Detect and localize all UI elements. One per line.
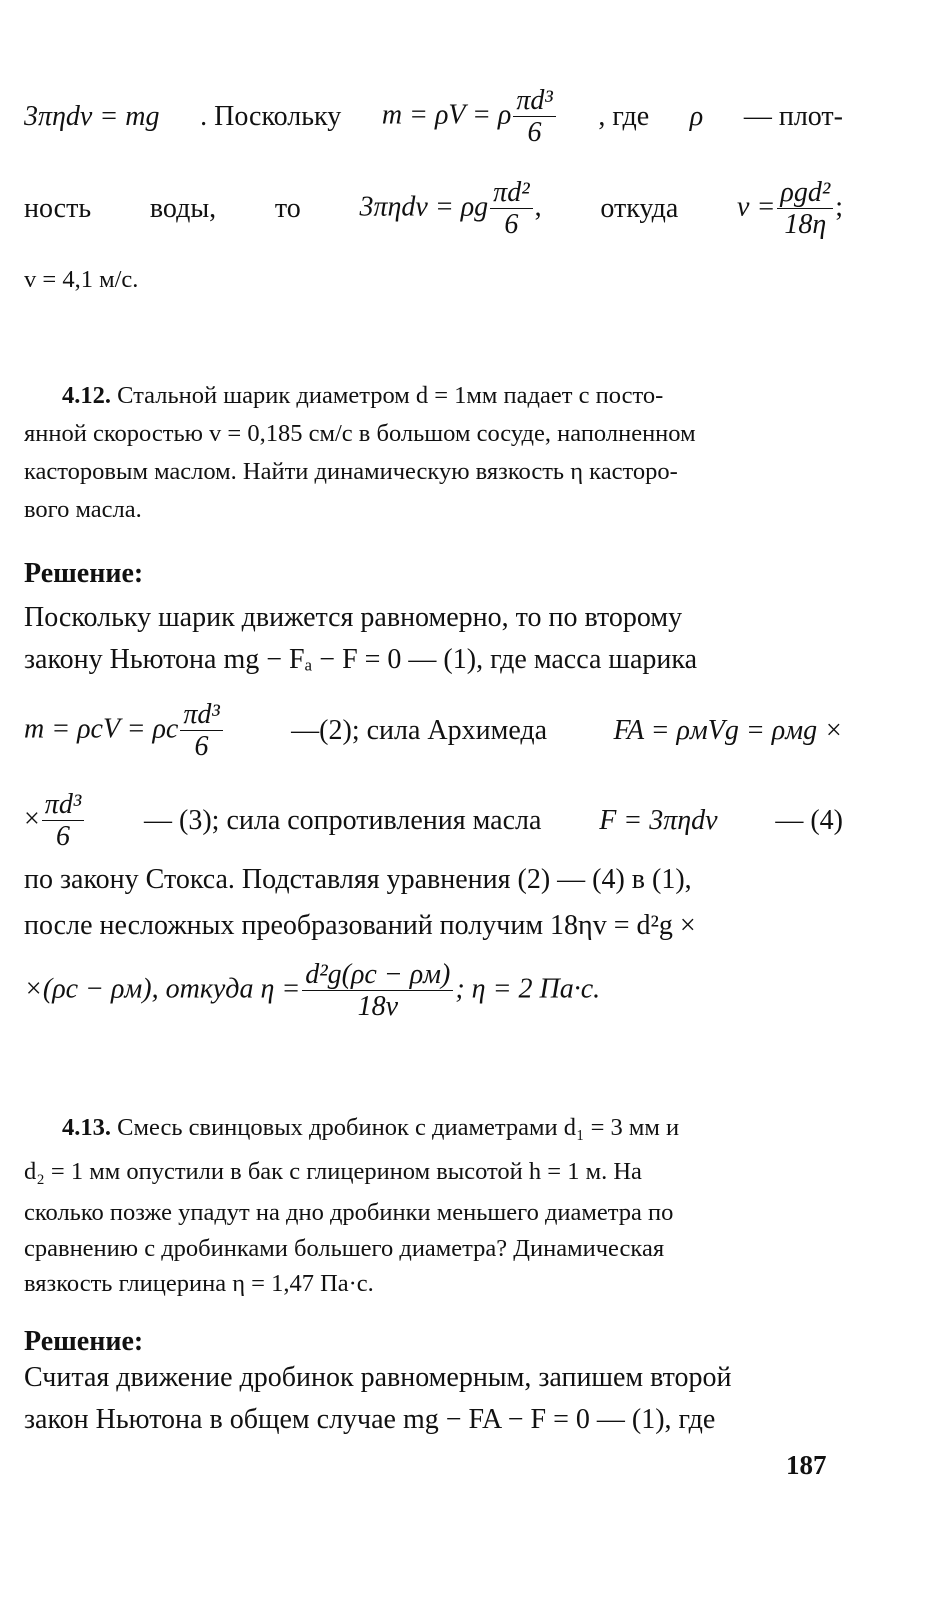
fraction-denominator: 6 (56, 821, 70, 853)
problem-413-line-1 (62, 1114, 843, 1142)
problem-413-line-4: сравнению с дробинками большего диаметра? Динамическая (24, 1235, 665, 1262)
page-number: 187 (786, 1450, 827, 1480)
equation-mass: m = ρV = ρ (381, 99, 512, 131)
problem-number: 4.13. (62, 1114, 111, 1141)
fraction-velocity (777, 178, 833, 240)
fraction-viscosity (302, 960, 453, 1022)
problem-412-line-2: янной скоростью v = 0,185 см/с в большом сосуде, наполненном (24, 420, 696, 447)
fraction-numerator: πd³ (180, 700, 222, 731)
semicolon: ; (835, 191, 843, 223)
word-whence: откуда (600, 192, 679, 224)
fraction-numerator: πd³ (513, 86, 555, 117)
equation-drag: F = 3πηdv (599, 804, 718, 836)
text-since: . Поскольку (200, 100, 342, 132)
fraction-numerator: d²g(ρc − ρм) (302, 960, 453, 991)
problem-413-line-3: сколько позже упадут на дно дробинки меньшего диаметра по (24, 1199, 674, 1226)
solution-413-line-1: Считая движение дробинок равномерным, запишем второй (24, 1362, 732, 1393)
solution-412-line-7 (24, 960, 843, 1022)
fraction-numerator: πd² (490, 178, 532, 209)
equation-ref: — (4) (775, 804, 843, 836)
solution-412-line-5: по закону Стокса. Подставляя уравнения (2) — (4) в (1), (24, 864, 692, 895)
text-where: , где (598, 100, 650, 132)
solution-heading: Решение: (24, 1326, 144, 1357)
text-drag: — (3); сила сопротивления масла (144, 804, 542, 836)
fraction-numerator: πd³ (42, 790, 84, 821)
viscosity-result: ; η = 2 Па·с. (455, 973, 601, 1005)
solution-412-line-4 (24, 790, 843, 852)
fraction-denominator: 18v (357, 991, 399, 1023)
problem-text: Стальной шарик диаметром d = 1мм падает с посто- (117, 382, 664, 409)
problem-413-line-2: d₂ = 1 мм опустили в бак с глицерином высотой h = 1 м. На (24, 1158, 642, 1185)
fraction-volume (513, 86, 555, 148)
solution-412-line-1: Поскольку шарик движется равномерно, то по второму (24, 602, 683, 633)
text-archimedes: —(2); сила Архимеда (291, 714, 548, 746)
mass-expression (382, 86, 558, 148)
word-then: то (274, 192, 301, 224)
equation-substituted (359, 178, 541, 240)
word-density-end: ность (24, 192, 92, 224)
fraction-numerator: ρgd² (777, 178, 833, 209)
fraction-denominator: 6 (527, 117, 542, 149)
fraction-denominator: 6 (194, 731, 209, 763)
problem-number: 4.12. (62, 382, 111, 409)
problem-412-line-4: вого масла. (24, 496, 142, 523)
equation-velocity (737, 178, 843, 240)
equation-viscosity-left: ×(ρc − ρм), откуда η = (24, 973, 301, 1005)
fraction-denominator: 18η (784, 209, 827, 241)
problem-412-line-1 (62, 382, 843, 410)
times-sign: × (24, 803, 40, 835)
formula-line-2 (24, 178, 843, 240)
fraction-area (490, 178, 532, 240)
velocity-result: v = 4,1 м/с. (24, 266, 139, 293)
equation-mass: m = ρcV = ρc (24, 713, 179, 745)
text-density-hyphen: — плот- (743, 100, 843, 132)
solution-412-line-2: закону Ньютона mg − Fₐ − F = 0 — (1), где масса шарика (24, 644, 697, 675)
symbol-rho: ρ (689, 100, 704, 132)
comma: , (534, 191, 542, 223)
problem-text: Смесь свинцовых дробинок с диаметрами d₁ = 3 мм и (117, 1114, 680, 1141)
mass-equation (24, 700, 225, 762)
fraction-volume (42, 790, 84, 852)
volume-continuation (24, 790, 86, 852)
equation-left: 3πηdv = ρg (359, 191, 489, 223)
problem-412-line-3: касторовым маслом. Найти динамическую вязкость η касторо- (24, 458, 678, 485)
solution-412-line-3 (24, 700, 843, 762)
equation-stokes-balance: 3πηdv = mg (24, 100, 160, 132)
fraction-denominator: 6 (504, 209, 519, 241)
word-water: воды, (149, 192, 217, 224)
solution-413-line-2: закон Ньютона в общем случае mg − FA − F = 0 — (1), где (24, 1404, 716, 1435)
velocity-symbol: v = (737, 191, 776, 223)
solution-412-line-6: после несложных преобразований получим 18ηv = d²g × (24, 910, 696, 941)
equation-archimedes: FA = ρмVg = ρмg × (613, 714, 843, 746)
problem-413-line-5: вязкость глицерина η = 1,47 Па·с. (24, 1270, 374, 1297)
formula-line-1 (24, 86, 843, 148)
solution-heading: Решение: (24, 558, 144, 589)
fraction-volume (180, 700, 222, 762)
